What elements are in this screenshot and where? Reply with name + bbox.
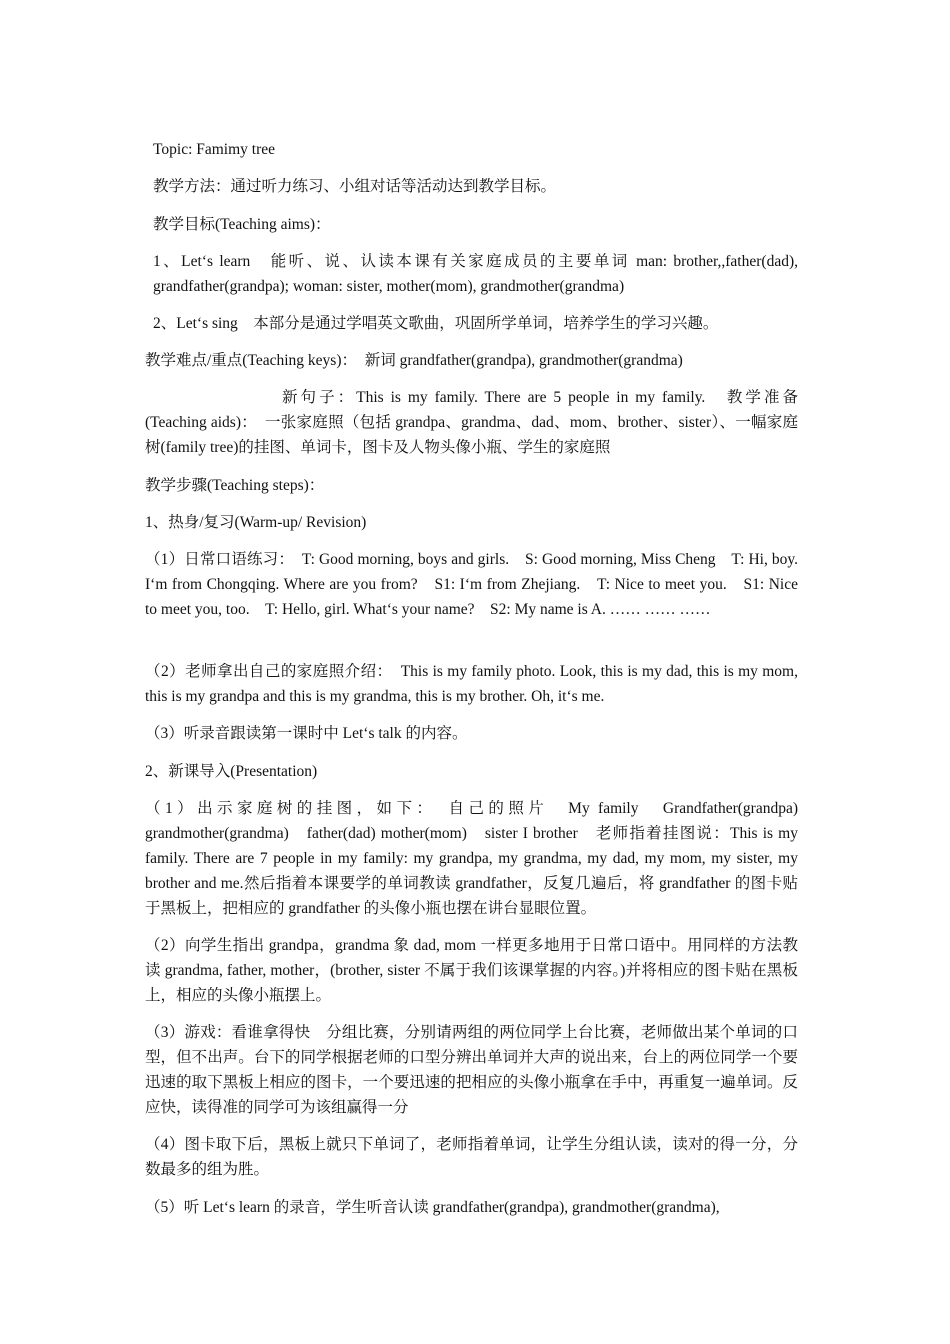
presentation-item-1: （1）出示家庭树的挂图，如下： 自己的照片 My family Grandfather(grandpa) grandmother(grandma) father(dad) mother(mom) sister I brother 老师指着挂图说：This is my family. There are 7 people in my family: my grandpa, my grandma, my dad, my mom, my sister, my brother and me.然后指着本课要学的单词教读 grandfather，反复几遍后，将 grandfather 的图卡贴于黑板上，把相应的 grandfather 的头像小瓶也摆在讲台显眼位置。 (145, 800, 798, 917)
warmup-item-3: （3）听录音跟读第一课时中 Let‘s talk 的内容。 (145, 725, 468, 742)
teaching-method: 教学方法：通过听力练习、小组对话等活动达到教学目标。 (153, 178, 557, 195)
teaching-keys: 教学难点/重点(Teaching keys)： 新词 grandfather(grandpa), grandmother(grandma) (145, 352, 683, 369)
section-warmup-heading: 1、热身/复习(Warm-up/ Revision) (145, 514, 367, 531)
presentation-item-3: （3）游戏：看谁拿得快 分组比赛，分别请两组的两位同学上台比赛，老师做出某个单词的口型，但不出声。台下的同学根据老师的口型分辨出单词并大声的说出来，台上的两位同学一个要迅速的取下黑板上相应的图卡，一个要迅速的把相应的头像小瓶拿在手中，再重复一遍单词。反应快，读得准的同学可为该组赢得一分 (145, 1024, 798, 1116)
teaching-steps-heading: 教学步骤(Teaching steps)： (145, 477, 325, 494)
new-sentence-and-aids: 新句子：This is my family. There are 5 people in my family. 教学准备(Teaching aids)： 一张家庭照（包括 grandpa、grandma、dad、mom、brother、sister）、一幅家庭树(family tree)的挂图、单词卡，图卡及人物头像小瓶、学生的家庭照 (145, 389, 798, 456)
topic-line: Topic: Famimy tree (153, 141, 276, 158)
section-presentation-heading: 2、新课导入(Presentation) (145, 763, 318, 780)
teaching-aims-heading: 教学目标(Teaching aims)： (153, 216, 331, 233)
aim-item-2: 2、Let‘s sing 本部分是通过学唱英文歌曲，巩固所学单词，培养学生的学习兴趣。 (153, 315, 719, 332)
aim-item-1: 1、Let‘s learn 能听、说、认读本课有关家庭成员的主要单词 man: brother,,father(dad), grandfather(grandpa); woman: sister, mother(mom), grandmother(grandma) (153, 253, 798, 295)
presentation-item-5: （5）听 Let‘s learn 的录音，学生听音认读 grandfather(grandpa), grandmother(grandma), (145, 1199, 720, 1216)
presentation-item-4: （4）图卡取下后，黑板上就只下单词了，老师指着单词，让学生分组认读，读对的得一分，分数最多的组为胜。 (145, 1136, 798, 1178)
warmup-item-1: （1）日常口语练习： T: Good morning, boys and girls. S: Good morning, Miss Cheng T: Hi, boy. I‘m from Chongqing. Where are you from? S1: I‘m from Zhejiang. T: Nice to meet you. S1: Nice to meet you, too. T: Hello, girl. What‘s your name? S2: My name is A. …… …… …… (145, 551, 798, 618)
presentation-item-2: （2）向学生指出 grandpa，grandma 象 dad, mom 一样更多地用于日常口语中。用同样的方法教读 grandma, father, mother，(brother, sister 不属于我们该课掌握的内容。)并将相应的图卡贴在黑板上，相应的头像小瓶摆上。 (145, 937, 798, 1004)
warmup-item-2: （2）老师拿出自己的家庭照介绍： This is my family photo. Look, this is my dad, this is my mom, this is my grandpa and this is my grandma, this is my brother. Oh, it‘s me. (145, 663, 798, 705)
